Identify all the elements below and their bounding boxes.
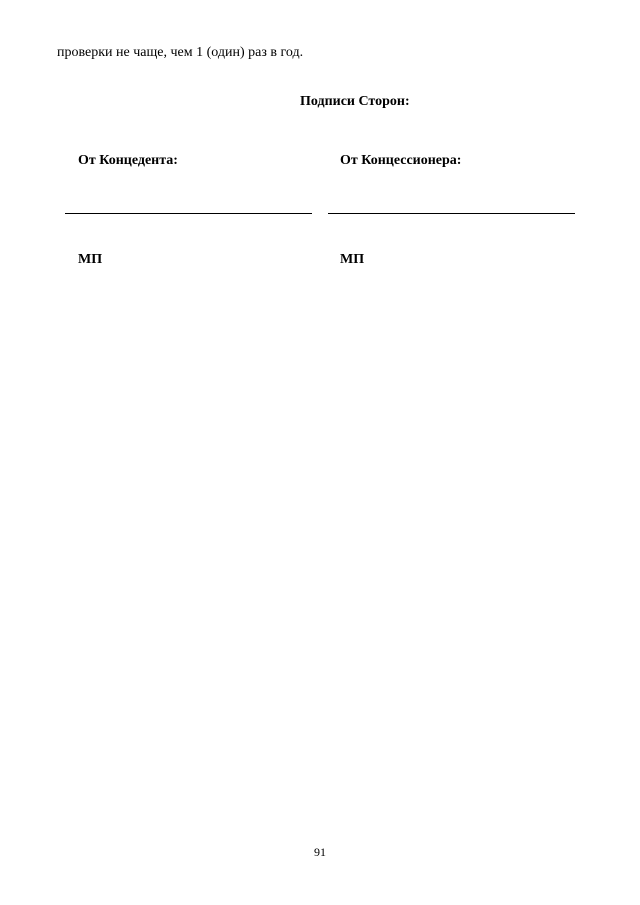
concedent-stamp-label: МП bbox=[78, 252, 103, 267]
paragraph-text: проверки не чаще, чем 1 (один) раз в год. bbox=[57, 45, 304, 60]
concedent-label: От Концедента: bbox=[78, 153, 178, 168]
concessionaire-label: От Концессионера: bbox=[340, 153, 462, 168]
signatures-heading: Подписи Сторон: bbox=[300, 94, 410, 109]
page-number: 91 bbox=[314, 845, 326, 859]
concessionaire-stamp-label: МП bbox=[340, 252, 365, 267]
concedent-signature-line bbox=[65, 213, 312, 214]
concessionaire-signature-line bbox=[328, 213, 575, 214]
